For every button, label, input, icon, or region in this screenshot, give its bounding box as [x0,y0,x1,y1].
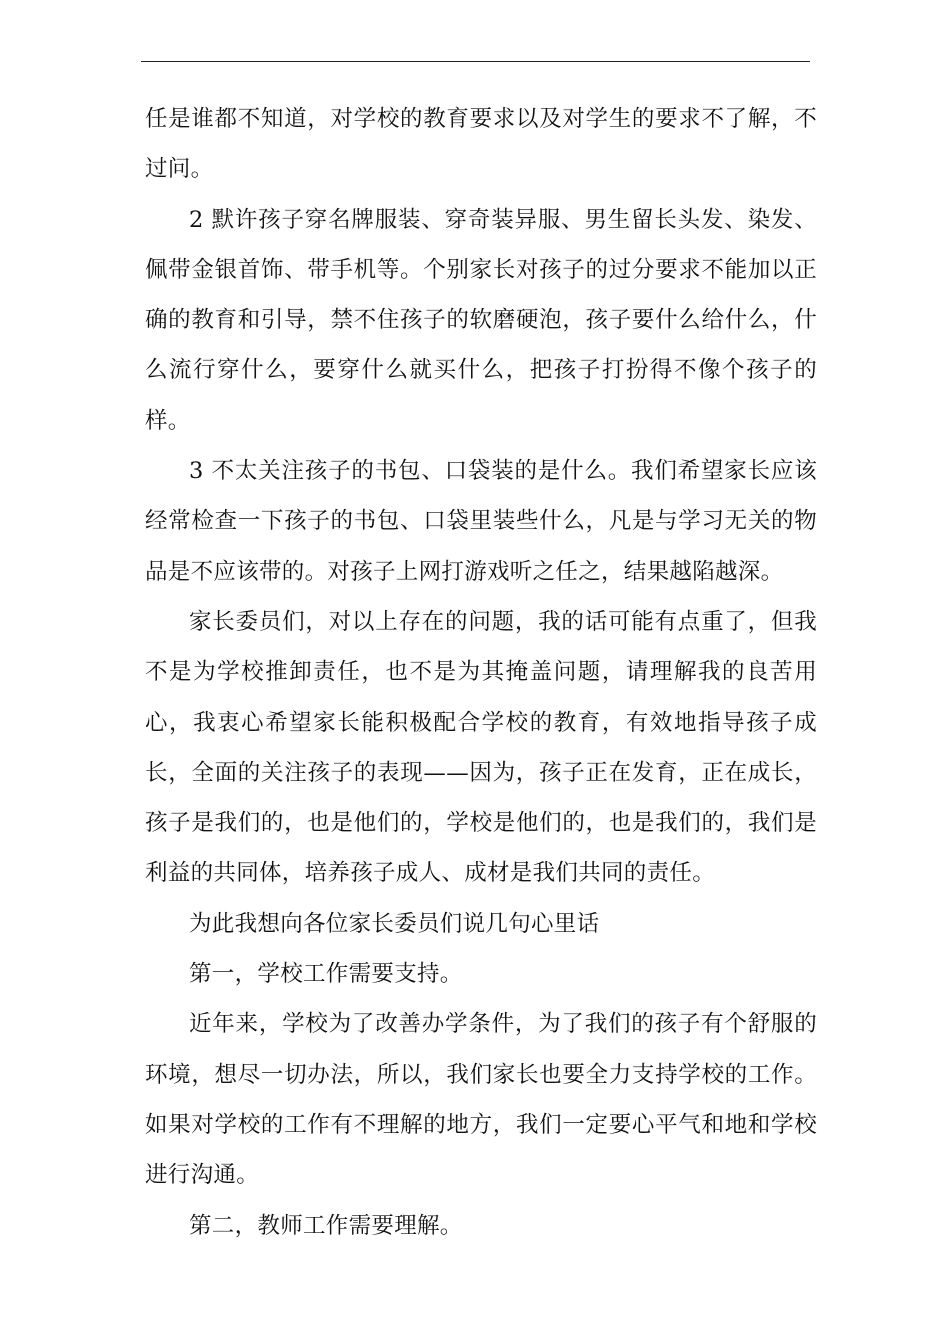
paragraph-first-point: 近年来，学校为了改善办学条件，为了我们的孩子有个舒服的环境，想尽一切办法，所以，我们家长也要全力支持学校的工作。如果对学校的工作有不理解的地方，我们一定要心平气和地和学校进行沟通。 [145,1011,817,1189]
header-rule [141,61,810,62]
paragraph-intro-heart-words: 为此我想向各位家长委员们说几句心里话 [189,910,600,937]
paragraph-item-2: 2 默许孩子穿名牌服装、穿奇装异服、男生留长头发、染发、佩带金银首饰、带手机等。个别家长对孩子的过分要求不能加以正确的教育和引导，禁不住孩子的软磨硬泡，孩子要什么给什么，什么流行穿什么，要穿什么就买什么，把孩子打扮得不像个孩子的样。 [145,206,817,434]
heading-second-point: 第二，教师工作需要理解。 [189,1212,463,1239]
paragraph-item-3: 3 不太关注孩子的书包、口袋装的是什么。我们希望家长应该经常检查一下孩子的书包、口袋里装些什么，凡是与学习无关的物品是不应该带的。对孩子上网打游戏听之任之，结果越陷越深。 [145,458,817,585]
heading-first-point: 第一，学校工作需要支持。 [189,961,463,988]
document-body [145,94,817,1251]
paragraph-appeal: 家长委员们，对以上存在的问题，我的话可能有点重了，但我不是为学校推卸责任，也不是为其掩盖问题，请理解我的良苦用心，我衷心希望家长能积极配合学校的教育，有效地指导孩子成长，全面的关注孩子的表现——因为，孩子正在发育，正在成长，孩子是我们的，也是他们的，学校是他们的，也是我们的，我们是利益的共同体，培养孩子成人、成材是我们共同的责任。 [145,608,817,887]
paragraph-continuation: 任是谁都不知道，对学校的教育要求以及对学生的要求不了解，不过问。 [145,106,817,183]
